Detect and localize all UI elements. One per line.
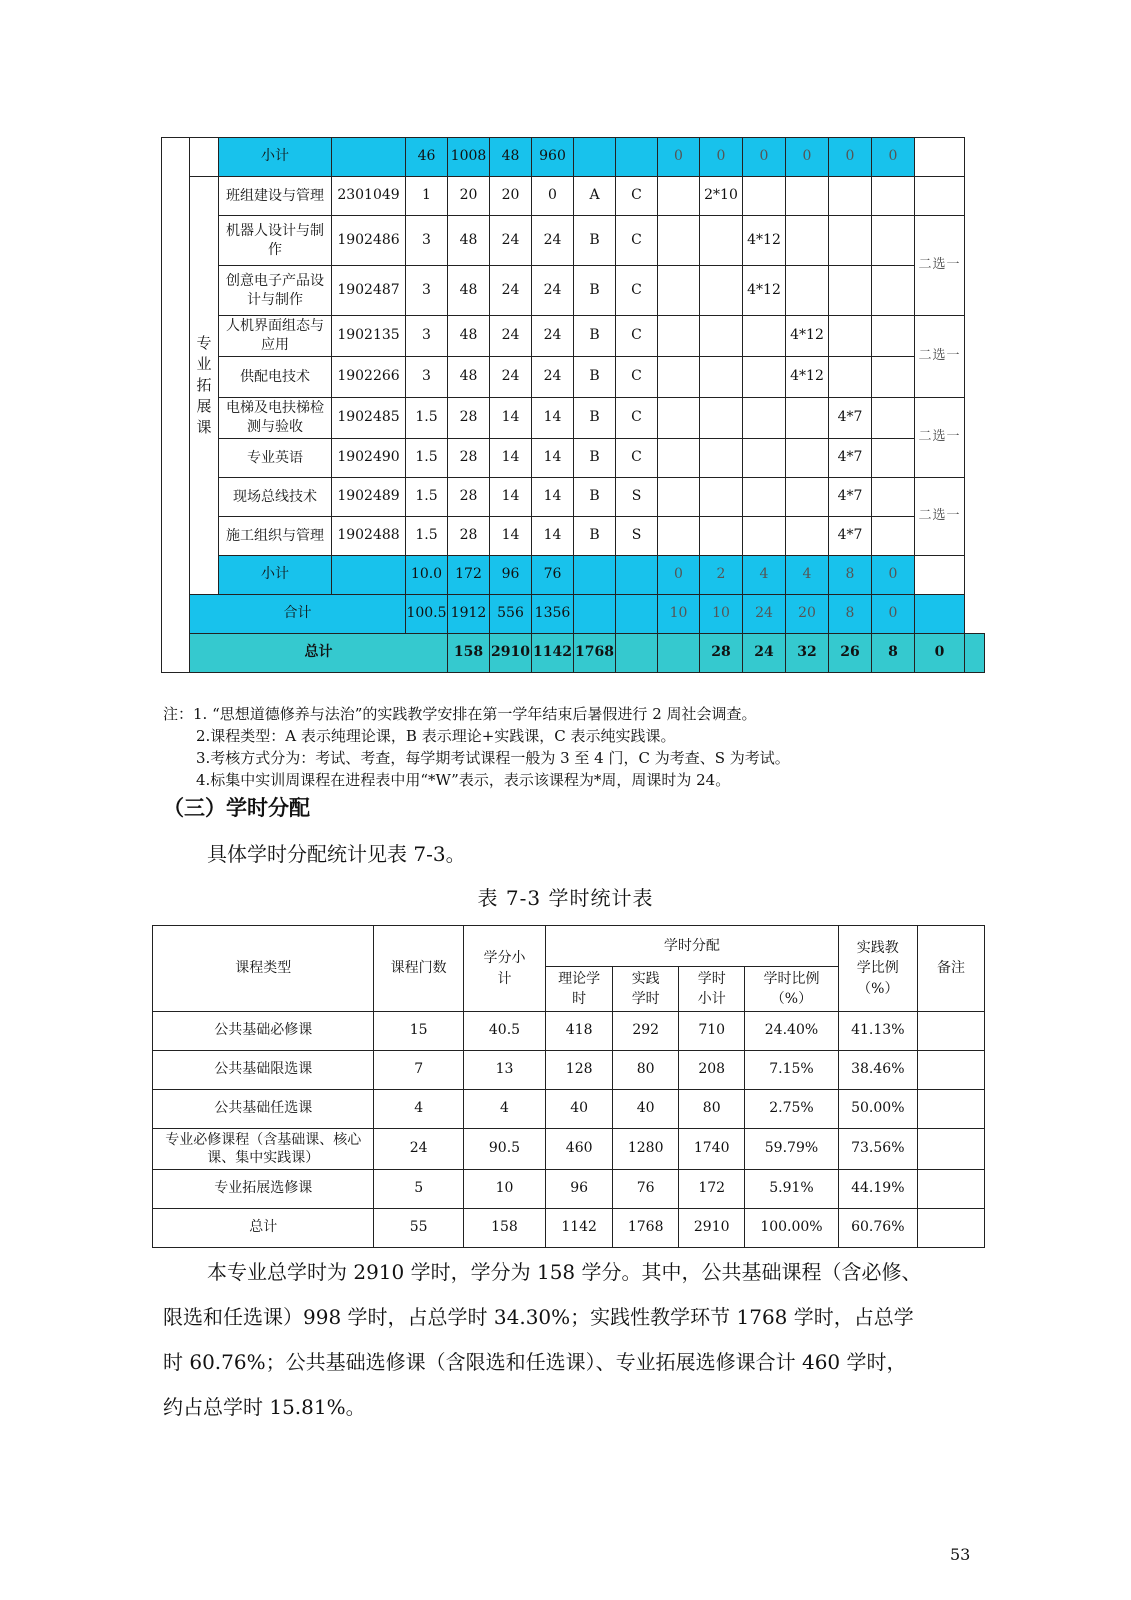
table-cell [872, 398, 915, 439]
table-row [153, 1170, 985, 1209]
header-remark: 备注 [917, 926, 984, 1012]
table-cell: 158 [448, 634, 490, 673]
header-hour-allocation: 学时分配 [546, 926, 839, 967]
table-cell: 292 [613, 1012, 679, 1051]
table-caption: 表 7-3 学时统计表 [477, 886, 654, 910]
table-cell: C [616, 177, 658, 216]
table-cell [700, 398, 743, 439]
table-cell [700, 266, 743, 316]
course-code: 1902487 [332, 266, 406, 316]
table-cell: 460 [546, 1129, 613, 1170]
table-cell [332, 138, 406, 177]
note-line: 3.考核方式分为：考试、考查，每学期考试课程一般为 3 至 4 门，C 为考查、S 为考试。 [196, 749, 790, 767]
subtotal-label: 小计 [219, 138, 332, 177]
table-cell: 3 [406, 216, 448, 266]
table-cell: 1280 [613, 1129, 679, 1170]
remark-cell [917, 1170, 984, 1209]
table-cell: 0 [786, 138, 829, 177]
table-row [162, 177, 985, 216]
table-cell: 48 [448, 216, 490, 266]
table-cell: 2 [700, 556, 743, 595]
table-cell: 14 [532, 439, 574, 478]
table-row [162, 556, 985, 595]
table-cell: B [574, 398, 616, 439]
table-cell: 14 [490, 517, 532, 556]
note-line: 注：1. “思想道德修养与法治”的实践教学安排在第一学年结束后暑假进行 2 周社会调查。 [163, 705, 757, 723]
table-cell: 8 [872, 634, 915, 673]
table-header-row [153, 926, 985, 967]
table-cell [658, 517, 700, 556]
table-row [162, 316, 985, 357]
table-row [162, 439, 985, 478]
table-cell: 1.5 [406, 517, 448, 556]
table-cell: 24 [490, 216, 532, 266]
table-cell: 208 [679, 1051, 745, 1090]
table-cell: 172 [448, 556, 490, 595]
table-cell: 20 [786, 595, 829, 634]
table-cell: 24 [743, 634, 786, 673]
table-row [153, 1012, 985, 1051]
course-code: 1902266 [332, 357, 406, 398]
course-type-cell: 专业必修课程（含基础课、核心课、集中实践课） [153, 1129, 374, 1170]
table-cell: 5 [374, 1170, 463, 1209]
table-cell [700, 517, 743, 556]
course-name: 供配电技术 [219, 357, 332, 398]
table-row [153, 1129, 985, 1170]
section-title: （三）学时分配 [163, 796, 310, 820]
table-cell: 128 [546, 1051, 613, 1090]
table-cell [743, 316, 786, 357]
table-cell: 4*7 [829, 517, 872, 556]
table-cell: 100.00% [745, 1209, 838, 1248]
table-cell: B [574, 439, 616, 478]
intro-text: 具体学时分配统计见表 7-3。 [207, 842, 466, 866]
course-code: 2301049 [332, 177, 406, 216]
table-cell: 50.00% [838, 1090, 917, 1129]
course-schedule-table [161, 137, 985, 673]
table-cell [829, 216, 872, 266]
table-cell: 15 [374, 1012, 463, 1051]
table-cell: 10 [463, 1170, 545, 1209]
table-row [162, 634, 985, 673]
course-code: 1902489 [332, 478, 406, 517]
table-cell: 48 [448, 316, 490, 357]
table-cell: 20 [448, 177, 490, 216]
table-cell [658, 478, 700, 517]
table-cell: 5.91% [745, 1170, 838, 1209]
table-cell [658, 266, 700, 316]
table-cell [616, 595, 658, 634]
remark-cell [917, 1051, 984, 1090]
table-cell: 556 [490, 595, 532, 634]
course-type-cell: 公共基础必修课 [153, 1012, 374, 1051]
table-cell: 960 [532, 138, 574, 177]
table-cell [743, 398, 786, 439]
table-cell: 24 [490, 316, 532, 357]
table-cell: 1 [406, 177, 448, 216]
table-notes [163, 703, 993, 791]
table-cell: 3 [406, 357, 448, 398]
table-cell: 26 [829, 634, 872, 673]
table-cell: 28 [448, 439, 490, 478]
table-cell: 1142 [546, 1209, 613, 1248]
table-cell [872, 266, 915, 316]
category-label: 专业拓展课 [190, 177, 219, 595]
table-cell [915, 177, 965, 216]
table-cell: 2910 [679, 1209, 745, 1248]
header-course-count: 课程门数 [374, 926, 463, 1012]
table-cell: 13 [463, 1051, 545, 1090]
table-cell: 10 [658, 595, 700, 634]
table-cell: 14 [490, 439, 532, 478]
course-type-cell: 总计 [153, 1209, 374, 1248]
total-label: 合计 [190, 595, 406, 634]
table-cell: 0 [915, 634, 965, 673]
table-cell: 59.79% [745, 1129, 838, 1170]
course-name: 班组建设与管理 [219, 177, 332, 216]
table-cell: 0 [658, 556, 700, 595]
table-cell [915, 595, 965, 634]
hours-statistics-table [152, 925, 985, 1248]
table-cell: 28 [700, 634, 743, 673]
table-cell: 24 [532, 316, 574, 357]
summary-paragraph [163, 1250, 985, 1430]
table-cell: 4*12 [743, 216, 786, 266]
table-cell: C [616, 439, 658, 478]
table-cell: B [574, 316, 616, 357]
table-cell: B [574, 216, 616, 266]
table-cell: 8 [829, 595, 872, 634]
table-cell [965, 634, 985, 673]
table-cell: 10.0 [406, 556, 448, 595]
table-cell: 80 [679, 1090, 745, 1129]
table-cell [658, 316, 700, 357]
table-cell [786, 177, 829, 216]
table-cell: 41.13% [838, 1012, 917, 1051]
table-cell [658, 398, 700, 439]
paragraph-line: 本专业总学时为 2910 学时，学分为 158 学分。其中，公共基础课程（含必修、 [207, 1260, 922, 1284]
table-cell: 8 [829, 556, 872, 595]
table-cell [786, 517, 829, 556]
table-cell: 14 [532, 517, 574, 556]
course-name: 施工组织与管理 [219, 517, 332, 556]
table-cell [743, 357, 786, 398]
table-cell [332, 556, 406, 595]
header-practice-hours: 实践学时 [613, 967, 679, 1012]
course-code: 1902488 [332, 517, 406, 556]
table-cell: 40 [613, 1090, 679, 1129]
table-cell: 4*12 [786, 316, 829, 357]
table-cell [616, 634, 658, 673]
table-row [162, 595, 985, 634]
table-cell: 3 [406, 316, 448, 357]
table-cell [872, 357, 915, 398]
table-cell [915, 556, 965, 595]
table-cell: 48 [490, 138, 532, 177]
table-cell: 0 [872, 556, 915, 595]
table-cell: 2*10 [700, 177, 743, 216]
paragraph-line: 限选和任选课）998 学时，占总学时 34.30%；实践性教学环节 1768 学时，占总学 [163, 1305, 914, 1329]
table-cell: 158 [463, 1209, 545, 1248]
table-cell [574, 595, 616, 634]
elective-note: 二选一 [915, 316, 965, 398]
table-cell: 0 [700, 138, 743, 177]
table-cell: 0 [532, 177, 574, 216]
table-cell: 4*7 [829, 439, 872, 478]
table-cell: S [616, 517, 658, 556]
note-line: 2.课程类型：A 表示纯理论课，B 表示理论+实践课，C 表示纯实践课。 [196, 727, 676, 745]
table-cell: 24 [532, 266, 574, 316]
course-code: 1902490 [332, 439, 406, 478]
table-cell [700, 357, 743, 398]
header-theory-hours: 理论学时 [546, 967, 613, 1012]
table-cell [786, 216, 829, 266]
elective-note: 二选一 [915, 398, 965, 478]
table-cell: 0 [872, 138, 915, 177]
table-cell: 55 [374, 1209, 463, 1248]
table-cell [574, 138, 616, 177]
course-type-cell: 公共基础限选课 [153, 1051, 374, 1090]
table-cell [700, 439, 743, 478]
course-name: 现场总线技术 [219, 478, 332, 517]
table-cell [743, 177, 786, 216]
table-cell: 73.56% [838, 1129, 917, 1170]
table-cell [190, 138, 219, 177]
table-cell: 44.19% [838, 1170, 917, 1209]
elective-note: 二选一 [915, 216, 965, 316]
table-cell: 0 [658, 138, 700, 177]
table-cell: 1.5 [406, 439, 448, 478]
table-cell: 24 [490, 266, 532, 316]
course-name: 机器人设计与制作 [219, 216, 332, 266]
table-cell [829, 316, 872, 357]
table-cell: 2.75% [745, 1090, 838, 1129]
table-cell: 96 [490, 556, 532, 595]
table-cell: 1768 [613, 1209, 679, 1248]
table-cell [915, 138, 965, 177]
table-cell [700, 478, 743, 517]
table-cell [743, 517, 786, 556]
table-row [162, 266, 985, 316]
table-cell [658, 439, 700, 478]
table-cell: 48 [448, 266, 490, 316]
table-cell: B [574, 357, 616, 398]
table-row [162, 138, 985, 177]
table-cell: C [616, 216, 658, 266]
table-cell: 24 [532, 357, 574, 398]
note-line: 4.标集中实训周课程在进程表中用“*W”表示，表示该课程为*周，周课时为 24。 [196, 771, 731, 789]
table-cell [872, 177, 915, 216]
table-cell [700, 216, 743, 266]
elective-note: 二选一 [915, 478, 965, 556]
course-name: 电梯及电扶梯检测与验收 [219, 398, 332, 439]
paragraph-line: 时 60.76%；公共基础选修课（含限选和任选课）、专业拓展选修课合计 460 学时， [163, 1350, 907, 1374]
course-name: 创意电子产品设计与制作 [219, 266, 332, 316]
table-cell: 4 [786, 556, 829, 595]
table-cell: 60.76% [838, 1209, 917, 1248]
header-course-type: 课程类型 [153, 926, 374, 1012]
table-cell: 3 [406, 266, 448, 316]
table-cell: 2910 [490, 634, 532, 673]
table-cell: 24 [490, 357, 532, 398]
table-cell: 24 [743, 595, 786, 634]
table-cell: 96 [546, 1170, 613, 1209]
table-cell [786, 266, 829, 316]
table-cell: C [616, 266, 658, 316]
table-cell: 1008 [448, 138, 490, 177]
table-cell: 4 [463, 1090, 545, 1129]
header-hours-subtotal: 学时小计 [679, 967, 745, 1012]
table-cell: 28 [448, 398, 490, 439]
remark-cell [917, 1090, 984, 1129]
table-cell: C [616, 357, 658, 398]
course-code: 1902486 [332, 216, 406, 266]
table-cell: C [616, 316, 658, 357]
table-row [162, 357, 985, 398]
table-row [162, 398, 985, 439]
table-cell: 20 [490, 177, 532, 216]
table-cell [872, 439, 915, 478]
table-cell [786, 439, 829, 478]
table-cell [743, 478, 786, 517]
table-cell: 1768 [574, 634, 616, 673]
table-cell [872, 316, 915, 357]
table-cell [700, 316, 743, 357]
table-cell: 28 [448, 478, 490, 517]
remark-cell [917, 1129, 984, 1170]
table-cell: 4*12 [786, 357, 829, 398]
table-cell: 24 [374, 1129, 463, 1170]
table-cell: B [574, 517, 616, 556]
header-hours-ratio: 学时比例（%） [745, 967, 838, 1012]
table-cell: 1912 [448, 595, 490, 634]
table-cell [574, 556, 616, 595]
outer-category-cell [162, 138, 190, 673]
course-name: 人机界面组态与应用 [219, 316, 332, 357]
table-row [162, 517, 985, 556]
header-practice-ratio: 实践教学比例（%） [838, 926, 917, 1012]
table-cell: 40.5 [463, 1012, 545, 1051]
table-cell [616, 138, 658, 177]
table-cell: 76 [613, 1170, 679, 1209]
table-cell [872, 478, 915, 517]
table-cell [786, 478, 829, 517]
table-cell: 40 [546, 1090, 613, 1129]
table-cell: 80 [613, 1051, 679, 1090]
table-cell: 48 [448, 357, 490, 398]
header-credit-subtotal: 学分小计 [463, 926, 545, 1012]
table-cell: 10 [700, 595, 743, 634]
table-cell [658, 177, 700, 216]
table-cell: 4*12 [743, 266, 786, 316]
table-cell: 1.5 [406, 398, 448, 439]
table-cell [658, 357, 700, 398]
table-cell: 7.15% [745, 1051, 838, 1090]
table-cell: 46 [406, 138, 448, 177]
table-cell [872, 216, 915, 266]
table-cell [786, 398, 829, 439]
table-cell [658, 634, 700, 673]
table-row [162, 216, 985, 266]
table-cell [658, 216, 700, 266]
table-cell: 4 [374, 1090, 463, 1129]
table-cell: 14 [490, 398, 532, 439]
table-cell: 4*7 [829, 478, 872, 517]
table-cell: 710 [679, 1012, 745, 1051]
table-cell [743, 439, 786, 478]
table-cell: 1740 [679, 1129, 745, 1170]
table-cell: 1142 [532, 634, 574, 673]
table-cell: S [616, 478, 658, 517]
table-cell: 76 [532, 556, 574, 595]
table-cell: 4*7 [829, 398, 872, 439]
table-cell: 100.5 [406, 595, 448, 634]
table-cell [829, 177, 872, 216]
table-cell: 14 [490, 478, 532, 517]
table-row [162, 478, 985, 517]
table-cell: 7 [374, 1051, 463, 1090]
table-cell: B [574, 266, 616, 316]
course-type-cell: 专业拓展选修课 [153, 1170, 374, 1209]
remark-cell [917, 1209, 984, 1248]
table-cell: 14 [532, 478, 574, 517]
table-cell [616, 556, 658, 595]
table-row [153, 1209, 985, 1248]
table-cell: 4 [743, 556, 786, 595]
table-cell [872, 517, 915, 556]
table-cell: 0 [743, 138, 786, 177]
table-cell: 90.5 [463, 1129, 545, 1170]
page-number: 53 [950, 1545, 971, 1564]
table-cell: 24.40% [745, 1012, 838, 1051]
subtotal-label: 小计 [219, 556, 332, 595]
table-cell: 0 [872, 595, 915, 634]
table-cell [829, 357, 872, 398]
table-cell: A [574, 177, 616, 216]
course-name: 专业英语 [219, 439, 332, 478]
grand-total-label: 总计 [190, 634, 448, 673]
table-cell: 28 [448, 517, 490, 556]
table-cell: 1.5 [406, 478, 448, 517]
table-cell: 24 [532, 216, 574, 266]
course-type-cell: 公共基础任选课 [153, 1090, 374, 1129]
table-cell [829, 266, 872, 316]
table-cell: 172 [679, 1170, 745, 1209]
table-row [153, 1051, 985, 1090]
course-code: 1902485 [332, 398, 406, 439]
table-cell: 0 [829, 138, 872, 177]
course-code: 1902135 [332, 316, 406, 357]
table-cell: 38.46% [838, 1051, 917, 1090]
table-cell: 32 [786, 634, 829, 673]
table-row [153, 1090, 985, 1129]
table-cell: B [574, 478, 616, 517]
table-cell: C [616, 398, 658, 439]
table-cell: 1356 [532, 595, 574, 634]
paragraph-line: 约占总学时 15.81%。 [163, 1395, 366, 1419]
remark-cell [917, 1012, 984, 1051]
table-cell: 14 [532, 398, 574, 439]
table-cell: 418 [546, 1012, 613, 1051]
